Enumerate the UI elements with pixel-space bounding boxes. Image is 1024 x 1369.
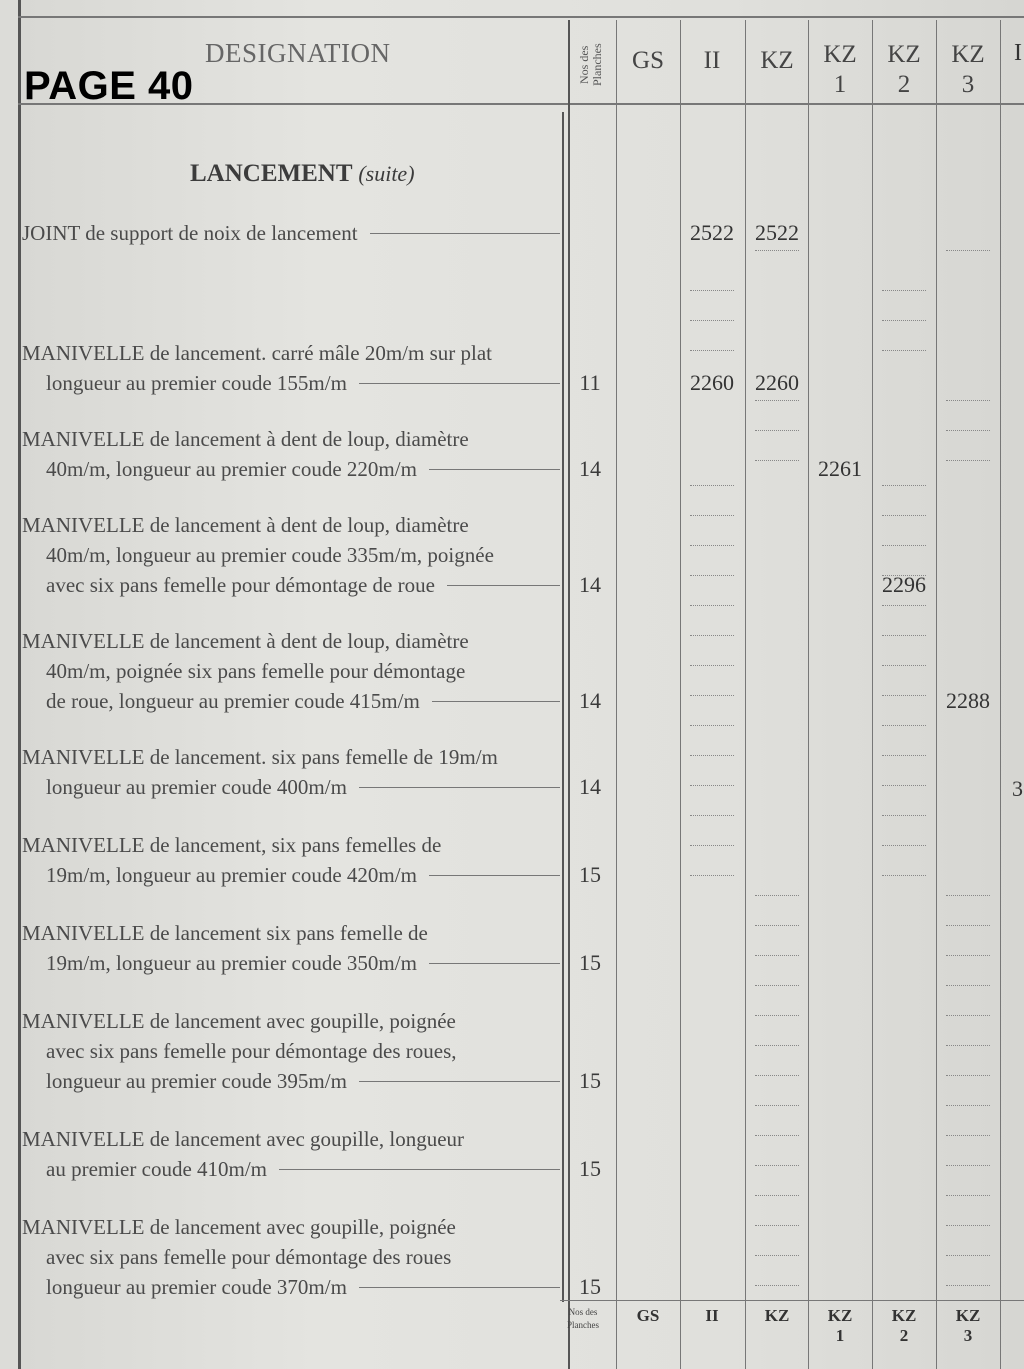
part-description-text: au premier coude 410m/m [46, 1157, 268, 1181]
part-description-text: 40m/m, longueur au premier coude 220m/m [46, 457, 417, 481]
dotted-leader [882, 635, 926, 636]
cut-column-header: I [1014, 40, 1022, 66]
planche-number: 11 [579, 370, 601, 395]
dotted-leader [690, 545, 734, 546]
footer-column-header-bottom: 3 [963, 1326, 973, 1345]
part-description-text: longueur au premier coude 395m/m [46, 1069, 347, 1093]
planche-number: 15 [579, 950, 601, 975]
column-header [680, 46, 744, 76]
dotted-leader [882, 755, 926, 756]
column-header [745, 46, 809, 76]
part-description-line [22, 772, 560, 802]
part-description-text: 19m/m, longueur au premier coude 350m/m [46, 951, 417, 975]
part-description-text: avec six pans femelle pour démontage des roues, [46, 1039, 457, 1063]
dotted-leader [755, 1165, 799, 1166]
column-header-bottom: 3 [961, 71, 975, 98]
dotted-leader [882, 845, 926, 846]
part-description-line [22, 218, 560, 248]
footer-column-header-top: KZ [891, 1306, 917, 1325]
dotted-leader [946, 1105, 990, 1106]
column-rule [616, 20, 617, 1369]
part-entry [22, 918, 560, 978]
part-description-line [22, 570, 560, 600]
part-entry [22, 830, 560, 890]
part-description-text: de roue, longueur au premier coude 415m/m [46, 689, 420, 713]
section-title-suffix: (suite) [358, 161, 415, 186]
footer-column-header [872, 1306, 936, 1346]
part-description-line [22, 454, 560, 484]
dotted-leader [690, 665, 734, 666]
dotted-leader [882, 785, 926, 786]
designation-rule [562, 112, 564, 1302]
dotted-leader [882, 545, 926, 546]
dotted-leader [946, 1255, 990, 1256]
dotted-leader [755, 1135, 799, 1136]
dotted-leader [755, 1195, 799, 1196]
part-description-line [22, 510, 560, 540]
part-description-text: longueur au premier coude 155m/m [46, 371, 347, 395]
dotted-leader [946, 985, 990, 986]
part-entry [22, 424, 560, 484]
reference-number: 2260 [755, 370, 799, 395]
dotted-leader [432, 700, 560, 702]
dotted-leader [755, 985, 799, 986]
reference-number: 2296 [882, 572, 926, 597]
dotted-leader [882, 695, 926, 696]
dotted-leader [755, 1045, 799, 1046]
part-description-line [22, 656, 560, 686]
dotted-leader [690, 320, 734, 321]
dotted-leader [690, 815, 734, 816]
dotted-leader [279, 1168, 560, 1170]
part-entry [22, 1006, 560, 1096]
reference-number: 2522 [755, 220, 799, 245]
column-header [808, 40, 872, 100]
planche-number: 14 [579, 456, 601, 481]
footer-column-header-top: KZ [827, 1306, 853, 1325]
dotted-leader [946, 1195, 990, 1196]
page-left-border [18, 0, 21, 1369]
planche-number: 15 [579, 1156, 601, 1181]
footer-column-header [745, 1306, 809, 1326]
column-header-top: KZ [951, 41, 985, 68]
dotted-leader [755, 1255, 799, 1256]
dotted-leader [882, 290, 926, 291]
planche-number: 14 [579, 774, 601, 799]
footer-planches-label: Nos des Planches [567, 1307, 599, 1330]
part-description-line [22, 686, 560, 716]
reference-number: 2522 [690, 220, 734, 245]
part-entry [22, 742, 560, 802]
footer-column-header-top: II [705, 1306, 719, 1325]
designation-heading: DESIGNATION [205, 38, 391, 68]
section-title-text: LANCEMENT [190, 160, 353, 187]
dotted-leader [946, 1165, 990, 1166]
part-description-text: MANIVELLE de lancement à dent de loup, diamètre [22, 427, 469, 451]
column-rule [872, 20, 873, 1369]
dotted-leader [690, 845, 734, 846]
column-header [936, 40, 1000, 100]
footer-column-header-bottom: 2 [899, 1326, 909, 1345]
part-description-text: 19m/m, longueur au premier coude 420m/m [46, 863, 417, 887]
part-description-text: longueur au premier coude 370m/m [46, 1275, 347, 1299]
planche-number: 14 [579, 688, 601, 713]
planche-number: 15 [579, 1068, 601, 1093]
part-description-line [22, 948, 560, 978]
part-description-text: MANIVELLE de lancement six pans femelle de [22, 921, 428, 945]
part-entry [22, 1212, 560, 1302]
dotted-leader [359, 382, 560, 384]
dotted-leader [882, 320, 926, 321]
planches-header: Nos des Planches [577, 43, 604, 87]
part-description-line [22, 626, 560, 656]
part-description-text: MANIVELLE de lancement avec goupille, poignée [22, 1009, 456, 1033]
dotted-leader [946, 1285, 990, 1286]
part-entry [22, 1124, 560, 1184]
column-rule [808, 20, 809, 1369]
column-header-top: KZ [760, 47, 794, 74]
part-description-text: MANIVELLE de lancement avec goupille, longueur [22, 1127, 465, 1151]
column-header [872, 40, 936, 100]
part-description-text: MANIVELLE de lancement, six pans femelles de [22, 833, 442, 857]
dotted-leader [946, 925, 990, 926]
dotted-leader [755, 1015, 799, 1016]
cut-column-value: 3 [1012, 776, 1023, 801]
dotted-leader [690, 635, 734, 636]
dotted-leader [946, 1075, 990, 1076]
part-description-line [22, 1006, 560, 1036]
column-header-top: KZ [823, 41, 857, 68]
part-description-text: avec six pans femelle pour démontage des roues [46, 1245, 452, 1269]
dotted-leader [946, 430, 990, 431]
column-header [616, 46, 680, 76]
page-number-label: PAGE 40 [24, 64, 194, 108]
dotted-leader [359, 1286, 560, 1288]
part-description-line [22, 1066, 560, 1096]
reference-number: 2261 [818, 456, 862, 481]
dotted-leader [755, 400, 799, 401]
footer-column-header [808, 1306, 872, 1346]
part-description-line [22, 424, 560, 454]
dotted-leader [755, 955, 799, 956]
dotted-leader [690, 725, 734, 726]
dotted-leader [690, 515, 734, 516]
dotted-leader [882, 515, 926, 516]
dotted-leader [690, 695, 734, 696]
dotted-leader [946, 895, 990, 896]
planche-number: 15 [579, 1274, 601, 1299]
footer-column-header [680, 1306, 744, 1326]
part-description-text: MANIVELLE de lancement. carré mâle 20m/m sur plat [22, 341, 492, 365]
part-description-line [22, 368, 560, 398]
dotted-leader [882, 350, 926, 351]
dotted-leader [690, 605, 734, 606]
dotted-leader [882, 605, 926, 606]
dotted-leader [755, 460, 799, 461]
dotted-leader [946, 1225, 990, 1226]
part-entry [22, 218, 560, 248]
part-entry [22, 510, 560, 600]
dotted-leader [429, 468, 560, 470]
dotted-leader [882, 875, 926, 876]
part-description-text: MANIVELLE de lancement. six pans femelle de 19m/m [22, 745, 498, 769]
part-description-text: avec six pans femelle pour démontage de roue [46, 573, 435, 597]
dotted-leader [690, 785, 734, 786]
footer-column-header [936, 1306, 1000, 1346]
part-description-text: 40m/m, poignée six pans femelle pour démontage [46, 659, 466, 683]
footer-top-rule [560, 1300, 1024, 1301]
footer-column-header-top: GS [636, 1306, 660, 1325]
part-description-text: MANIVELLE de lancement à dent de loup, diamètre [22, 513, 469, 537]
dotted-leader [755, 1105, 799, 1106]
part-description-line [22, 1272, 560, 1302]
dotted-leader [755, 925, 799, 926]
dotted-leader [690, 290, 734, 291]
part-description-text: 40m/m, longueur au premier coude 335m/m, poignée [46, 543, 494, 567]
dotted-leader [755, 250, 799, 251]
part-description-text: JOINT de support de noix de lancement [22, 221, 358, 245]
dotted-leader [359, 1080, 560, 1082]
dotted-leader [946, 1135, 990, 1136]
dotted-leader [946, 1045, 990, 1046]
footer-column-header-bottom: 1 [835, 1326, 845, 1345]
planche-number: 15 [579, 862, 601, 887]
header-top-rule [18, 16, 1024, 18]
dotted-leader [946, 955, 990, 956]
dotted-leader [429, 874, 560, 876]
dotted-leader [690, 350, 734, 351]
part-description-line [22, 338, 560, 368]
part-description-line [22, 918, 560, 948]
dotted-leader [690, 755, 734, 756]
dotted-leader [946, 460, 990, 461]
part-description-line [22, 1154, 560, 1184]
dotted-leader [755, 1285, 799, 1286]
part-entry [22, 338, 560, 398]
part-description-line [22, 540, 560, 570]
dotted-leader [755, 1225, 799, 1226]
dotted-leader [429, 962, 560, 964]
dotted-leader [882, 815, 926, 816]
reference-number: 2260 [690, 370, 734, 395]
dotted-leader [882, 485, 926, 486]
dotted-leader [447, 584, 560, 586]
dotted-leader [755, 430, 799, 431]
reference-number: 2288 [946, 688, 990, 713]
dotted-leader [882, 665, 926, 666]
dotted-leader [946, 400, 990, 401]
part-description-text: MANIVELLE de lancement avec goupille, poignée [22, 1215, 456, 1239]
footer-column-header-top: KZ [955, 1306, 981, 1325]
part-description-line [22, 1124, 560, 1154]
section-title [190, 160, 415, 188]
dotted-leader [946, 1015, 990, 1016]
part-description-line [22, 742, 560, 772]
dotted-leader [359, 786, 560, 788]
part-description-text: MANIVELLE de lancement à dent de loup, diamètre [22, 629, 469, 653]
part-entry [22, 626, 560, 716]
part-description-line [22, 830, 560, 860]
dotted-leader [370, 232, 560, 234]
column-header-top: KZ [887, 41, 921, 68]
planche-number: 14 [579, 572, 601, 597]
part-description-line [22, 1212, 560, 1242]
part-description-line [22, 860, 560, 890]
column-rule [1000, 20, 1001, 1369]
part-description-line [22, 1242, 560, 1272]
dotted-leader [690, 875, 734, 876]
dotted-leader [755, 1075, 799, 1076]
footer-column-header-top: KZ [764, 1306, 790, 1325]
column-header-top: GS [632, 47, 664, 74]
dotted-leader [690, 575, 734, 576]
footer-column-header [616, 1306, 680, 1326]
part-description-text: longueur au premier coude 400m/m [46, 775, 347, 799]
dotted-leader [882, 725, 926, 726]
column-header-bottom: 2 [897, 71, 911, 98]
part-description-line [22, 1036, 560, 1066]
dotted-leader [755, 895, 799, 896]
dotted-leader [946, 250, 990, 251]
column-header-top: II [703, 47, 721, 74]
column-header-bottom: 1 [833, 71, 847, 98]
dotted-leader [690, 485, 734, 486]
